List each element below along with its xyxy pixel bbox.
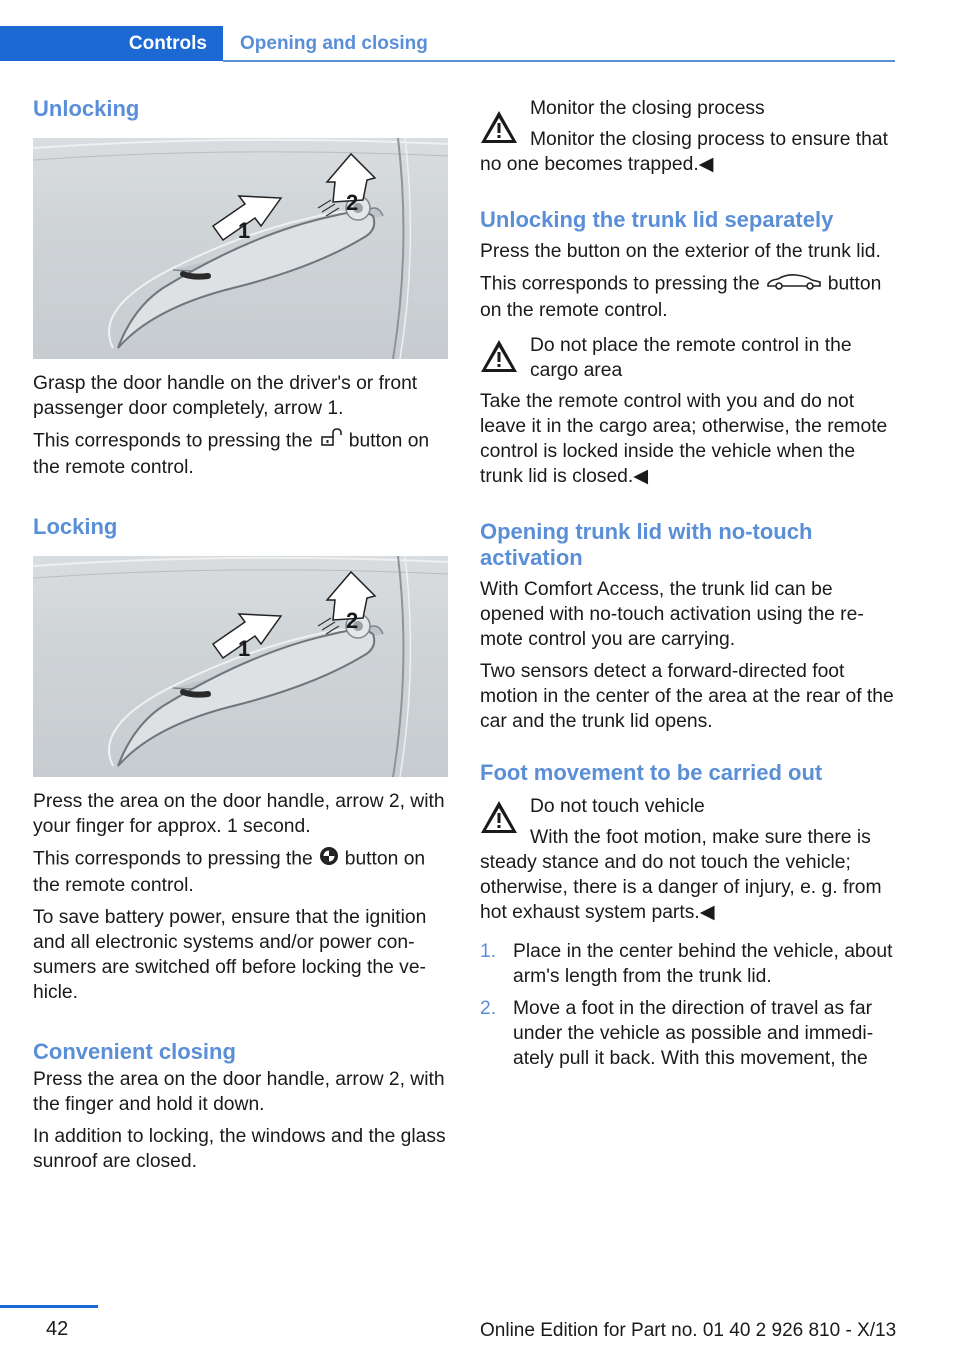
trunk-text-1: Press the button on the exterior of the trunk lid. bbox=[480, 241, 881, 262]
no-touch-heading: Opening trunk lid with no-touch activation bbox=[480, 519, 813, 570]
warning-title: Monitor the closing process bbox=[530, 98, 765, 119]
door-handle-figure-unlocking bbox=[33, 138, 448, 359]
step-text: Move a foot in the direction of travel as far under the vehicle as possible and immediately pull it back. With this movement, the bbox=[513, 998, 874, 1069]
arrow-1-label: 1 bbox=[238, 218, 251, 243]
warning-cargo-area bbox=[480, 333, 895, 489]
warning-closing-process bbox=[480, 96, 895, 177]
locking-text-2-pre: This corresponds to pressing the bbox=[33, 848, 313, 870]
warning-body-text: With the foot motion, make sure there is steady stance and do not touch the vehicle; otherwise, there is a danger of injury, e. g. from hot exhaust system parts.◀ bbox=[480, 827, 882, 923]
arrow-2-label: 2 bbox=[346, 190, 359, 215]
trunk-text-2-pre: This corresponds to pressing the bbox=[480, 273, 760, 295]
right-column bbox=[480, 96, 895, 1078]
step-text: Place in the center behind the vehicle, about arm's length from the trunk lid. bbox=[513, 941, 893, 987]
step-number: 2. bbox=[480, 998, 497, 1019]
page-header bbox=[0, 26, 895, 62]
warning-title: Do not place the remote control in the cargo area bbox=[530, 335, 852, 381]
unlocking-text-2-pre: This corresponds to pressing the bbox=[33, 430, 313, 452]
arrow-1-label: 1 bbox=[238, 636, 251, 661]
edition-footer: Online Edition for Part no. 01 40 2 926 810 - X/13 bbox=[480, 1320, 897, 1341]
warning-title: Do not touch vehicle bbox=[530, 796, 705, 817]
door-handle-figure-locking bbox=[33, 556, 448, 777]
warning-do-not-touch bbox=[480, 794, 895, 925]
car-trunk-icon bbox=[766, 271, 822, 298]
locking-heading: Locking bbox=[33, 514, 118, 539]
warning-body bbox=[480, 825, 895, 925]
warning-body bbox=[480, 127, 895, 177]
subsection-tab: Opening and closing bbox=[240, 32, 428, 54]
door-handle-illustration bbox=[33, 556, 448, 777]
locking-text-2 bbox=[33, 846, 448, 898]
left-column bbox=[33, 96, 448, 1181]
warning-body-text: Monitor the closing process to ensure that no one becomes trapped.◀ bbox=[480, 129, 888, 175]
convenient-text-1: Press the area on the door handle, arrow 2, with the finger and hold it down. bbox=[33, 1069, 445, 1115]
page-number: 42 bbox=[46, 1318, 69, 1340]
header-divider bbox=[223, 60, 895, 62]
list-item bbox=[480, 939, 895, 989]
step-number: 1. bbox=[480, 941, 497, 962]
door-handle-illustration bbox=[33, 138, 448, 359]
bmw-logo-icon bbox=[319, 846, 339, 873]
section-tab: Controls bbox=[0, 26, 223, 61]
locking-text-2-post: button on the remote control. bbox=[33, 848, 426, 896]
unlocking-text-2 bbox=[33, 428, 448, 480]
no-touch-text-2: Two sensors detect a forward-directed foot motion in the center of the area at the rear of the car and the trunk lid opens. bbox=[480, 661, 894, 732]
locking-text-1: Press the area on the door handle, arrow 2, with your finger for approx. 1 second. bbox=[33, 791, 445, 837]
arrow-2-label: 2 bbox=[346, 608, 359, 633]
unlocking-text-1: Grasp the door handle on the driver's or front passenger door completely, arrow 1. bbox=[33, 373, 418, 419]
unlock-icon bbox=[319, 428, 343, 455]
unlocking-heading: Unlocking bbox=[33, 96, 140, 121]
warning-triangle-icon bbox=[480, 800, 518, 834]
foot-movement-steps bbox=[480, 939, 895, 1071]
locking-text-3: To save battery power, ensure that the ignition and all electronic systems and/or power consumers are switched off before locking the vehicle. bbox=[33, 907, 427, 1003]
foot-movement-heading: Foot movement to be carried out bbox=[480, 760, 823, 785]
convenient-closing-heading: Convenient closing bbox=[33, 1039, 236, 1064]
no-touch-text-1: With Comfort Access, the trunk lid can be opened with no-touch activation using the remote control you are carrying. bbox=[480, 579, 864, 650]
warning-triangle-icon bbox=[480, 110, 518, 144]
unlocking-text-2-post: button on the remote control. bbox=[33, 430, 430, 478]
trunk-text-2 bbox=[480, 271, 895, 323]
warning-triangle-icon bbox=[480, 339, 518, 373]
trunk-separately-heading: Unlocking the trunk lid separately bbox=[480, 207, 834, 232]
list-item bbox=[480, 996, 895, 1071]
trunk-text-2-post: button on the remote control. bbox=[480, 273, 882, 321]
warning-body: Take the remote control with you and do not leave it in the cargo area; otherwise, the remote control is locked inside the vehicle when the trunk lid is closed.◀ bbox=[480, 391, 888, 487]
footer-divider bbox=[0, 1305, 98, 1308]
convenient-text-2: In addition to locking, the windows and the glass sunroof are closed. bbox=[33, 1126, 446, 1172]
